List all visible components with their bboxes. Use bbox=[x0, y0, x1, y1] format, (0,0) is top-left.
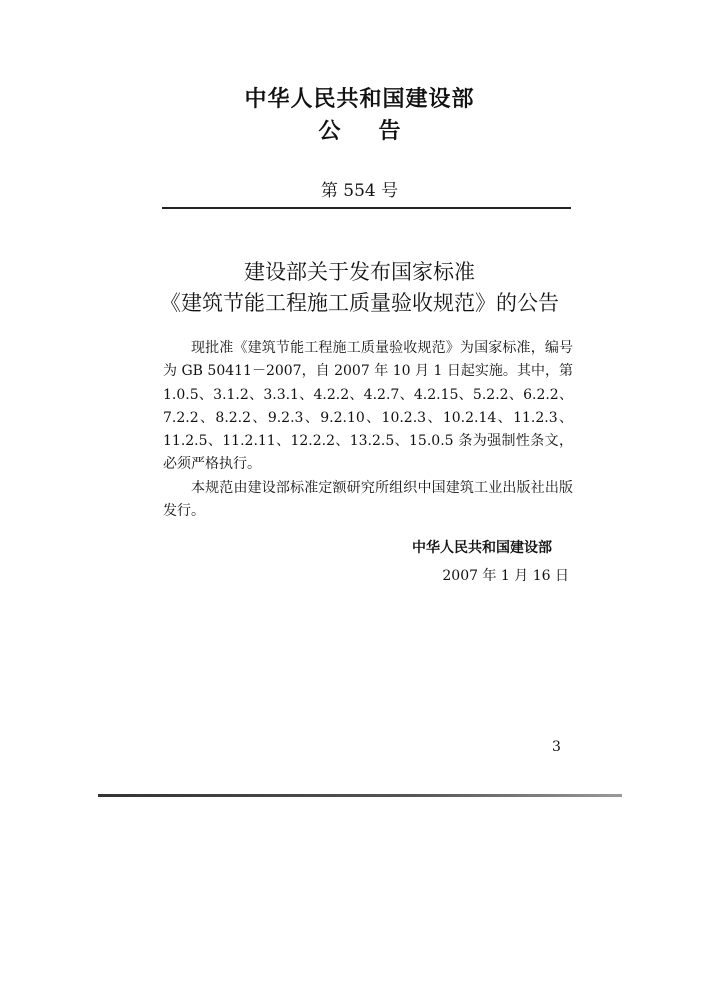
document-title-line-1: 建设部关于发布国家标准 bbox=[244, 260, 475, 284]
signature-date: 2007 年 1 月 16 日 bbox=[442, 568, 569, 584]
footer-rule bbox=[98, 794, 622, 797]
body-text bbox=[163, 337, 573, 523]
signature-organization: 中华人民共和国建设部 bbox=[412, 540, 552, 556]
signature-block bbox=[412, 537, 569, 585]
body-paragraph-1: 现批准《建筑节能工程施工质量验收规范》为国家标准，编号为 GB 50411－2007，自 2007 年 10 月 1 日起实施。其中，第 1.0.5、3.1.2、3.3.1、4.2.2、4.2.7、4.2.15、5.2.2、6.2.2、7.2.2、8.2.2、9.2.3、9.2.10、10.2.3、10.2.14、11.2.3、11.2.5、11.2.11、12.2.2、13.2.5、15.0.5 条为强制性条文，必须严格执行。 bbox=[163, 340, 573, 473]
notice-number: 第 554 号 bbox=[320, 181, 399, 201]
document-title-line-2: 《建筑节能工程施工质量验收规范》的公告 bbox=[160, 291, 559, 315]
page-number: 3 bbox=[552, 739, 561, 755]
notice-label: 公告 bbox=[318, 119, 439, 144]
body-paragraph-2: 本规范由建设部标准定额研究所组织中国建筑工业出版社出版发行。 bbox=[163, 479, 573, 520]
header-rule bbox=[162, 207, 571, 209]
issuer-title: 中华人民共和国建设部 bbox=[244, 87, 475, 112]
